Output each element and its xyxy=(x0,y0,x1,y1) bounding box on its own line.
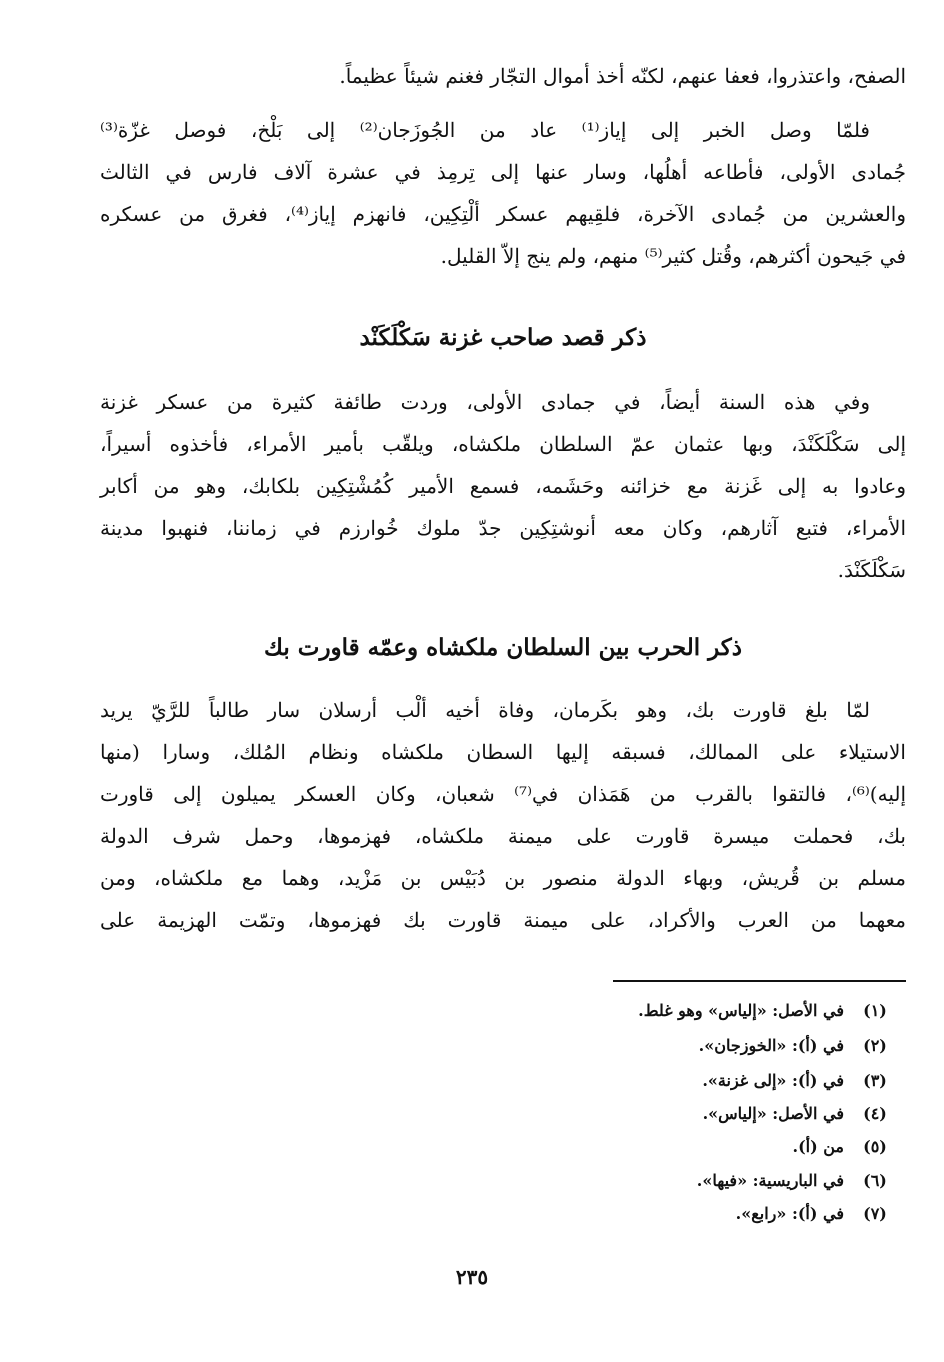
section-heading-qawurt-war: ذكر الحرب بين السلطان ملكشاه وعمّه قاورت بك xyxy=(264,634,742,661)
footnote-number: (٤) xyxy=(863,1104,887,1123)
text-line: إليه)⁽⁶⁾، فالتقوا بالقرب من هَمَذان في⁽⁷⁾ شعبان، وكان العسكر يميلون إلى قاورت xyxy=(100,782,907,806)
footnote-text: في الأصل: «إلياس». xyxy=(702,1104,844,1123)
text-line: في جَيحون أكثرهم، وقُتل كثير⁽⁵⁾ منهم، ولم ينج إلاّ القليل. xyxy=(440,244,906,268)
footnote-number: (١) xyxy=(863,1001,887,1020)
footnote-text: في (أ): «الخوزجان». xyxy=(698,1036,844,1055)
paragraph-2 xyxy=(100,384,906,594)
paragraph-1 xyxy=(100,112,906,280)
footnote-item xyxy=(697,1166,906,1196)
intro-paragraph xyxy=(100,58,906,94)
footnote-text: في الأصل: «إلياس» وهو غلط. xyxy=(638,1001,844,1020)
text-line: وفي هذه السنة أيضاً، في جمادى الأولى، وردت طائفة كثيرة من عسكر غزنة xyxy=(100,390,870,414)
text-line: إلى سَكْلَكَنْدَ، وبها عثمان عمّ السلطان ملكشاه، ويلقّب بأمير الأمراء، فأخذوه أسيراً، xyxy=(100,432,906,456)
footnote-item xyxy=(736,1199,906,1229)
text-line: بك، فحملت ميسرة قاورت على ميمنة ملكشاه، فهزموها، وحمل شرف الدولة xyxy=(100,824,906,848)
footnote-item xyxy=(793,1132,906,1162)
text-line: الأمراء، فتبع آثارهم، وكان معه أنوشتِكِين جدّ ملوك خُوارزم في زماننا، فنهبوا مدينة xyxy=(100,516,906,540)
footnote-divider xyxy=(613,980,906,982)
page-number: ٢٣٥ xyxy=(455,1265,489,1289)
text-line: لمّا بلغ قاورت بك، وهو بكَرمان، وفاة أخيه ألْب أرسلان سار طالباً للرَّيّ يريد xyxy=(100,698,870,722)
footnote-number: (٧) xyxy=(863,1204,887,1223)
section-heading-ghazna: ذكر قصد صاحب غزنة سَكْلَكَنْد xyxy=(359,324,647,351)
footnote-item xyxy=(703,1099,906,1129)
footnote-text: في (أ): «رابع». xyxy=(735,1204,844,1223)
text-line: وعادوا به إلى غَزنة مع خزائنه وحَشَمه، فسمع الأمير كُمُشْتِكِين بلكابك، وهو من أكابر xyxy=(100,474,906,498)
footnote-text: في (أ): «إلى غزنة». xyxy=(702,1071,844,1090)
footnote-number: (٦) xyxy=(863,1171,887,1190)
text-line: معهما من العرب والأكراد، على ميمنة قاورت بك فهزموها، وتمّت الهزيمة على xyxy=(100,908,906,932)
footnote-number: (٣) xyxy=(863,1071,887,1090)
text-line: والعشرين من جُمادى الآخرة، فلقِيهم عسكر ألْتِكِين، فانهزم إياز⁽⁴⁾، فغرق من عسكره xyxy=(100,202,906,226)
text-line: جُمادى الأولى، فأطاعه أهلُها، وسار عنها إلى تِرمِذ في عشرة آلاف فارس في الثالث xyxy=(100,160,906,184)
text-line: سَكْلَكَنْدَ. xyxy=(837,558,906,582)
paragraph-3 xyxy=(100,692,906,944)
text-line: فلمّا وصل الخبر إلى إياز⁽¹⁾ عاد من الجُوزَجان⁽²⁾ إلى بَلْخ، فوصل غزّة⁽³⁾ xyxy=(100,118,870,142)
text-line: الاستيلاء على الممالك، فسبقه إليها السطان ملكشاه ونظام المُلك، وسارا (منها xyxy=(100,740,906,764)
footnote-number: (٥) xyxy=(863,1137,887,1156)
footnote-text: في الباريسية: «فيها». xyxy=(696,1171,844,1190)
text-line: مسلم بن قُريش، وبهاء الدولة منصور بن دُبَيْس بن مَزْيد، وهما مع ملكشاه، ومن xyxy=(100,866,906,890)
footnote-item xyxy=(638,996,906,1026)
footnote-item xyxy=(699,1031,906,1061)
text-line: الصفح، واعتذروا، فعفا عنهم، لكنّه أخذ أموال التجّار فغنم شيئاً عظيماً. xyxy=(339,64,906,88)
footnote-number: (٢) xyxy=(863,1036,887,1055)
footnote-item xyxy=(702,1066,906,1096)
footnote-text: من (أ). xyxy=(792,1137,844,1156)
